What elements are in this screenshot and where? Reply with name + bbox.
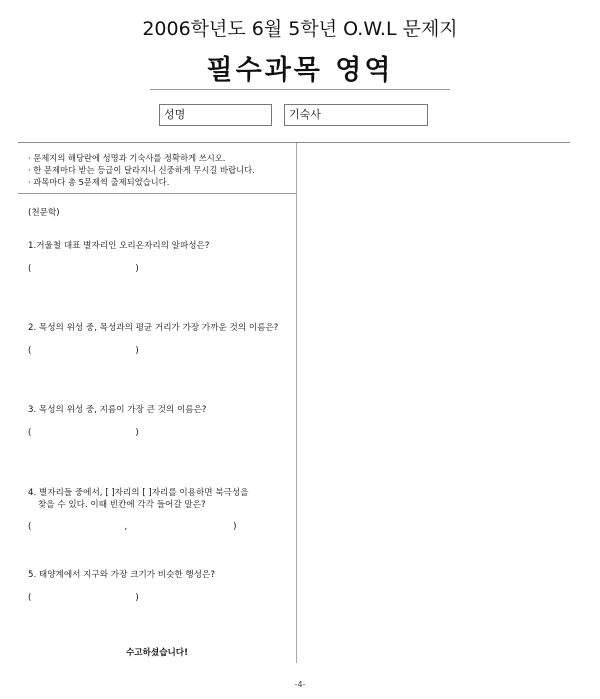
instructions: [28, 152, 290, 188]
section-title: (천문학): [28, 208, 60, 218]
name-field[interactable]: 성명: [159, 104, 272, 126]
question-4: [28, 487, 290, 511]
answer-3[interactable]: [28, 428, 139, 438]
answer-5[interactable]: [28, 593, 139, 603]
answer-open: (: [28, 346, 32, 356]
answer-open: (: [28, 264, 32, 274]
answer-1[interactable]: [28, 264, 139, 274]
question-4-line-2: 찾을 수 있다. 이때 빈칸에 각각 들어갈 말은?: [38, 500, 206, 510]
answer-open: (: [28, 428, 32, 438]
instructions-divider: [18, 193, 296, 194]
instruction-line: · 문제지의 해당란에 성명과 기숙사를 정확하게 쓰시오.: [28, 153, 226, 163]
question-1: 1.거울철 대표 별자리인 오리온자리의 알파성은?: [28, 241, 210, 251]
question-5: 5. 태양계에서 지구와 가장 크기가 비슷한 행성은?: [28, 570, 215, 580]
page-number: -4-: [294, 680, 306, 689]
column-divider: [296, 143, 297, 663]
answer-separator: ,: [124, 522, 128, 532]
answer-open: (: [28, 522, 32, 532]
question-3: 3. 목성의 위성 중, 지름이 가장 큰 것의 이름은?: [28, 405, 207, 415]
title-divider: [150, 89, 450, 90]
answer-open: (: [28, 593, 32, 603]
question-2: 2. 목성의 위성 중, 목성과의 평균 거리가 가장 가까운 것의 이름은?: [28, 323, 279, 333]
answer-close: ): [135, 264, 139, 274]
question-4-line-1: 4. 별자리들 중에서, [ ]자리의 [ ]자리를 이용하면 북극성을: [28, 488, 249, 498]
answer-2[interactable]: [28, 346, 139, 356]
exam-title: 2006학년도 6월 5학년 O.W.L 문제지: [142, 18, 458, 40]
answer-close: ): [135, 593, 139, 603]
answer-close: ): [135, 346, 139, 356]
header-divider: [18, 142, 570, 143]
instruction-line: · 과목마다 총 5문제씩 출제되었습니다.: [28, 177, 170, 187]
dormitory-field[interactable]: 기숙사: [284, 104, 428, 126]
exam-subtitle: 필수과목 영역: [206, 55, 394, 86]
answer-close: ): [233, 522, 237, 532]
answer-4[interactable]: [28, 522, 236, 532]
instruction-line: · 한 문제마다 받는 등급이 달라지니 신중하게 무시길 바랍니다.: [28, 165, 255, 175]
answer-close: ): [135, 428, 139, 438]
closing-message: 수고하셨습니다!: [125, 648, 189, 658]
